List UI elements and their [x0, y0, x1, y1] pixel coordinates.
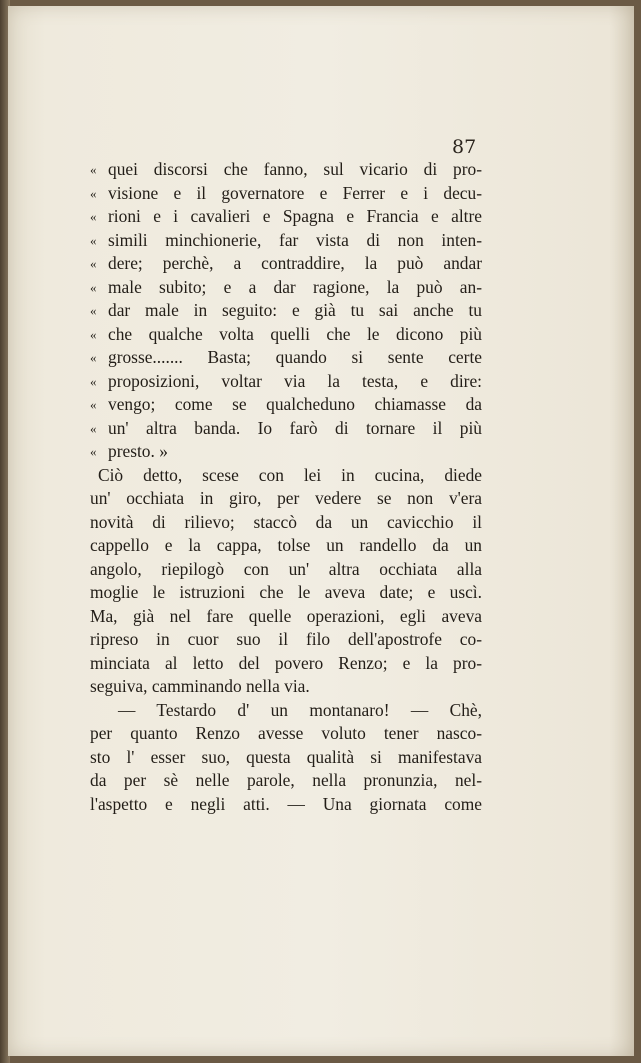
text-line — [90, 746, 482, 770]
text-line — [90, 182, 482, 206]
quote-mark: « — [90, 279, 97, 295]
quote-mark: « — [90, 303, 97, 318]
text-line — [90, 440, 482, 464]
quote-mark: « — [90, 162, 97, 177]
text-line — [90, 605, 482, 629]
text-line — [90, 464, 482, 488]
line-text: quei discorsi che fanno, sul vicario di pro- — [108, 159, 482, 179]
quote-mark: « — [90, 397, 97, 412]
quote-mark: « — [90, 420, 97, 436]
text-line — [90, 158, 482, 182]
line-text: Ma, già nel fare quelle operazioni, egli aveva — [90, 605, 482, 626]
line-text: proposizioni, voltar via la testa, e dire: — [108, 370, 482, 391]
text-line — [90, 628, 482, 652]
line-text: da per sè nelle parole, nella pronunzia, nel- — [90, 770, 482, 790]
line-text: un' altra banda. Io farò di tornare il più — [108, 417, 482, 438]
text-line — [90, 534, 482, 558]
text-line — [90, 252, 482, 276]
line-text: moglie le istruzioni che le aveva date; e uscì. — [90, 582, 482, 602]
text-line — [90, 393, 482, 417]
line-text: dar male in seguito: e già tu sai anche tu — [108, 300, 482, 320]
text-line — [90, 722, 482, 746]
line-text: dere; perchè, a contraddire, la può andar — [108, 253, 482, 273]
line-text: l'aspetto e negli atti. — Una giornata come — [90, 793, 482, 814]
quote-mark: « — [90, 350, 97, 365]
line-text: sto l' esser suo, questa qualità si manifestava — [90, 746, 482, 767]
text-line — [90, 346, 482, 370]
quote-mark: « — [90, 373, 97, 389]
text-line — [90, 675, 482, 699]
quote-mark: « — [90, 185, 97, 201]
text-line — [90, 370, 482, 394]
text-line — [90, 487, 482, 511]
text-line — [90, 793, 482, 817]
text-line — [90, 511, 482, 535]
text-line — [90, 229, 482, 253]
text-line — [90, 699, 482, 723]
quote-mark: « — [90, 209, 97, 224]
line-text: novità di rilievo; staccò da un cavicchio il — [90, 511, 482, 532]
quote-mark: « — [90, 444, 97, 459]
quote-mark: « — [90, 256, 97, 271]
text-line — [90, 323, 482, 347]
line-text: seguiva, camminando nella via. — [90, 676, 310, 696]
line-text: visione e il governatore e Ferrer e i decu- — [108, 182, 482, 203]
text-line — [90, 205, 482, 229]
line-text: — Testardo d' un montanaro! — Chè, — [118, 699, 482, 720]
quote-mark: « — [90, 232, 97, 248]
quote-mark: « — [90, 326, 97, 342]
text-line — [90, 769, 482, 793]
line-text: per quanto Renzo avesse voluto tener nasco- — [90, 723, 482, 743]
line-text: rioni e i cavalieri e Spagna e Francia e altre — [108, 206, 482, 226]
page-number: 87 — [452, 136, 477, 158]
line-text: angolo, riepilogò con un' altra occhiata alla — [90, 558, 482, 579]
line-text: Ciò detto, scese con lei in cucina, diede — [98, 464, 482, 485]
line-text: simili minchionerie, far vista di non inten- — [108, 229, 482, 250]
line-text: un' occhiata in giro, per vedere se non v'era — [90, 488, 482, 508]
line-text: ripreso in cuor suo il filo dell'apostrofe co- — [90, 629, 482, 649]
line-text: cappello e la cappa, tolse un randello da un — [90, 535, 482, 555]
text-line — [90, 652, 482, 676]
line-text: presto. » — [108, 441, 168, 461]
text-line — [90, 581, 482, 605]
line-text: minciata al letto del povero Renzo; e la pro- — [90, 652, 482, 673]
line-text: grosse....... Basta; quando si sente certe — [108, 347, 482, 367]
line-text: vengo; come se qualcheduno chiamasse da — [108, 394, 482, 414]
text-line — [90, 558, 482, 582]
text-line — [90, 417, 482, 441]
text-line — [90, 299, 482, 323]
page-text-block — [90, 158, 482, 816]
line-text: che qualche volta quelli che le dicono più — [108, 323, 482, 344]
line-text: male subito; e a dar ragione, la può an- — [108, 276, 482, 297]
text-line — [90, 276, 482, 300]
